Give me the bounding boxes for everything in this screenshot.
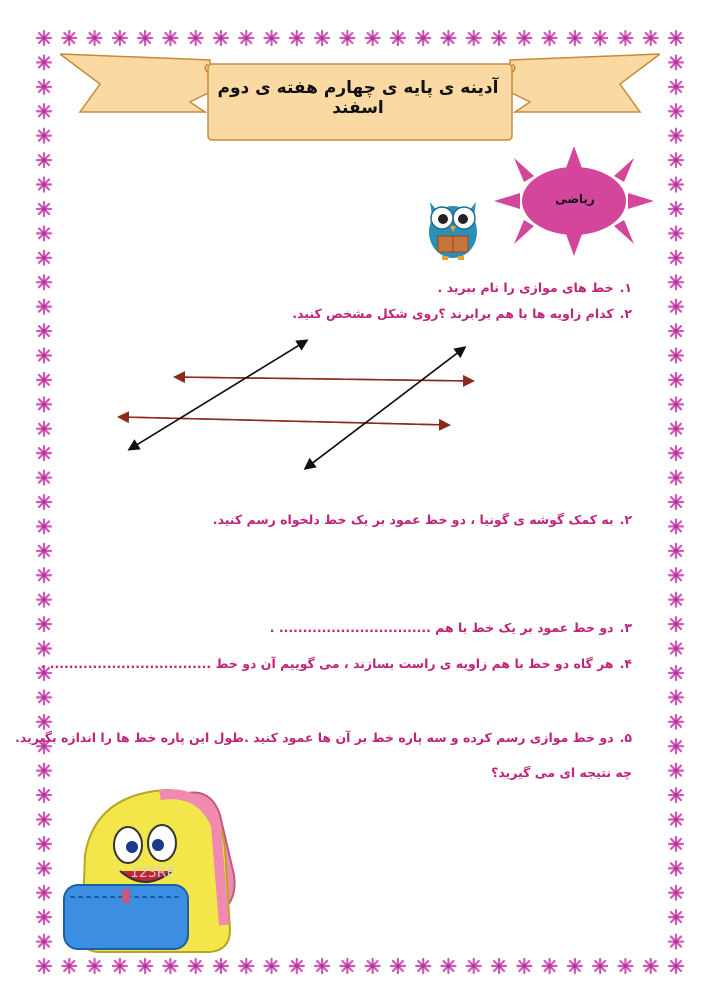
border-flower — [315, 31, 329, 45]
border-flower — [37, 251, 51, 265]
border-flower — [467, 31, 481, 45]
border-flower — [315, 959, 329, 973]
border-flower — [37, 348, 51, 362]
border-flower — [669, 910, 683, 924]
border-flower — [618, 31, 632, 45]
border-flower — [669, 300, 683, 314]
border-flower — [669, 324, 683, 338]
border-flower — [543, 959, 557, 973]
border-flower — [568, 959, 582, 973]
border-flower — [37, 422, 51, 436]
border-flower — [37, 690, 51, 704]
border-flower — [416, 31, 430, 45]
border-flower — [37, 178, 51, 192]
border-flower — [37, 324, 51, 338]
border-flower — [669, 739, 683, 753]
border-flower — [37, 495, 51, 509]
border-flower — [669, 519, 683, 533]
border-flower — [391, 31, 405, 45]
border-flower — [214, 959, 228, 973]
border-flower — [543, 31, 557, 45]
border-flower — [669, 153, 683, 167]
border-flower — [669, 544, 683, 558]
border-flower — [214, 31, 228, 45]
border-flower — [669, 690, 683, 704]
border-flower — [669, 202, 683, 216]
border-flower — [669, 373, 683, 387]
border-flower — [492, 31, 506, 45]
border-flower — [669, 593, 683, 607]
question-number: ۲. — [619, 306, 632, 321]
question-text: خط های موازی را نام ببرید . — [437, 280, 614, 295]
border-flower — [669, 666, 683, 680]
subject-label: ریاضی — [555, 192, 595, 206]
border-flower — [37, 300, 51, 314]
border-flower — [669, 104, 683, 118]
border-flower — [441, 959, 455, 973]
border-flower — [37, 31, 51, 45]
border-flower — [37, 519, 51, 533]
border-flower — [669, 397, 683, 411]
border-flower — [37, 788, 51, 802]
border-flower — [416, 959, 430, 973]
border-flower — [366, 959, 380, 973]
border-flower — [37, 959, 51, 973]
border-flower — [669, 959, 683, 973]
border-flower — [37, 226, 51, 240]
border-flower — [669, 568, 683, 582]
border-flower — [366, 31, 380, 45]
border-flower — [37, 202, 51, 216]
border-flower — [290, 959, 304, 973]
question-number: ۱. — [619, 280, 632, 295]
question-1 — [438, 280, 633, 295]
border-flower — [669, 275, 683, 289]
owl-icon — [420, 188, 486, 262]
page-title: آدینه ی پایه ی چهارم هفته ی دوم اسفند — [217, 78, 499, 118]
border-flower — [138, 31, 152, 45]
border-flower — [37, 886, 51, 900]
question-5 — [41, 656, 632, 671]
border-flower — [669, 495, 683, 509]
border-flower — [37, 617, 51, 631]
question-6 — [15, 730, 632, 745]
border-flower — [669, 422, 683, 436]
border-flower — [37, 642, 51, 656]
parallel-lines-figure — [110, 335, 490, 485]
border-flower — [265, 959, 279, 973]
border-flower — [239, 31, 253, 45]
border-flower — [37, 910, 51, 924]
question-text: دو خط موازی رسم کرده و سه پاره خط بر آن ها عمود کنید .طول این پاره خط ها را اندازه بگیرید. — [15, 730, 614, 745]
border-flower — [669, 55, 683, 69]
question-3 — [213, 512, 632, 527]
question-number: ۳. — [619, 620, 632, 635]
border-flower — [37, 55, 51, 69]
border-flower — [37, 764, 51, 778]
border-flower — [669, 837, 683, 851]
border-flower — [37, 129, 51, 143]
border-flower — [37, 373, 51, 387]
question-number: ۴. — [619, 656, 632, 671]
border-flower — [239, 959, 253, 973]
border-flower — [517, 31, 531, 45]
question-text: کدام زاویه ها با هم برابرند ؟روی شکل مشخص کنید. — [292, 306, 614, 321]
border-flower — [669, 129, 683, 143]
border-flower — [669, 788, 683, 802]
border-flower — [644, 959, 658, 973]
border-flower — [669, 80, 683, 94]
border-flower — [37, 397, 51, 411]
border-flower — [37, 153, 51, 167]
border-flower — [37, 837, 51, 851]
border-flower — [669, 471, 683, 485]
question-4 — [270, 620, 632, 635]
border-flower — [669, 617, 683, 631]
border-flower — [669, 178, 683, 192]
border-flower — [37, 568, 51, 582]
border-flower — [441, 31, 455, 45]
question-number: ۲. — [619, 512, 632, 527]
border-flower — [467, 959, 481, 973]
border-flower — [669, 935, 683, 949]
border-flower — [37, 593, 51, 607]
border-flower — [138, 959, 152, 973]
question-text: دو خط عمود بر یک خط با هم ................................ . — [269, 620, 614, 635]
question-text: چه نتیجه ای می گیرید؟ — [491, 765, 632, 780]
question-2 — [292, 306, 632, 321]
border-flower — [37, 544, 51, 558]
border-flower — [290, 31, 304, 45]
border-flower — [669, 861, 683, 875]
border-flower — [669, 812, 683, 826]
border-flower — [669, 764, 683, 778]
question-text: هر گاه دو خط با هم زاویه ی راست بسازند ، می گوییم آن دو خط .................................. . — [40, 656, 614, 671]
border-flower — [517, 959, 531, 973]
border-flower — [492, 959, 506, 973]
border-flower — [669, 446, 683, 460]
border-flower — [669, 642, 683, 656]
border-flower — [88, 31, 102, 45]
question-6-followup — [491, 765, 632, 780]
border-flower — [189, 31, 203, 45]
border-flower — [37, 812, 51, 826]
question-number: ۵. — [619, 730, 632, 745]
border-flower — [163, 959, 177, 973]
border-flower — [113, 959, 127, 973]
watermark: 123RF — [130, 865, 175, 881]
border-flower — [37, 715, 51, 729]
border-flower — [391, 959, 405, 973]
border-flower — [37, 935, 51, 949]
border-flower — [669, 715, 683, 729]
border-flower — [37, 471, 51, 485]
border-flower — [340, 959, 354, 973]
border-flower — [593, 959, 607, 973]
border-flower — [568, 31, 582, 45]
question-text: به کمک گوشه ی گونیا ، دو خط عمود بر یک خط دلخواه رسم کنید. — [212, 512, 614, 527]
border-flower — [644, 31, 658, 45]
border-flower — [593, 31, 607, 45]
backpack-icon — [60, 785, 260, 955]
border-flower — [669, 31, 683, 45]
border-flower — [669, 886, 683, 900]
border-flower — [618, 959, 632, 973]
border-flower — [37, 275, 51, 289]
border-flower — [669, 251, 683, 265]
border-flower — [37, 104, 51, 118]
border-flower — [669, 348, 683, 362]
border-flower — [62, 959, 76, 973]
border-flower — [265, 31, 279, 45]
border-flower — [163, 31, 177, 45]
border-flower — [669, 226, 683, 240]
border-flower — [340, 31, 354, 45]
border-flower — [62, 31, 76, 45]
border-flower — [37, 861, 51, 875]
border-flower — [189, 959, 203, 973]
border-flower — [37, 80, 51, 94]
border-flower — [37, 446, 51, 460]
border-flower — [88, 959, 102, 973]
border-flower — [113, 31, 127, 45]
